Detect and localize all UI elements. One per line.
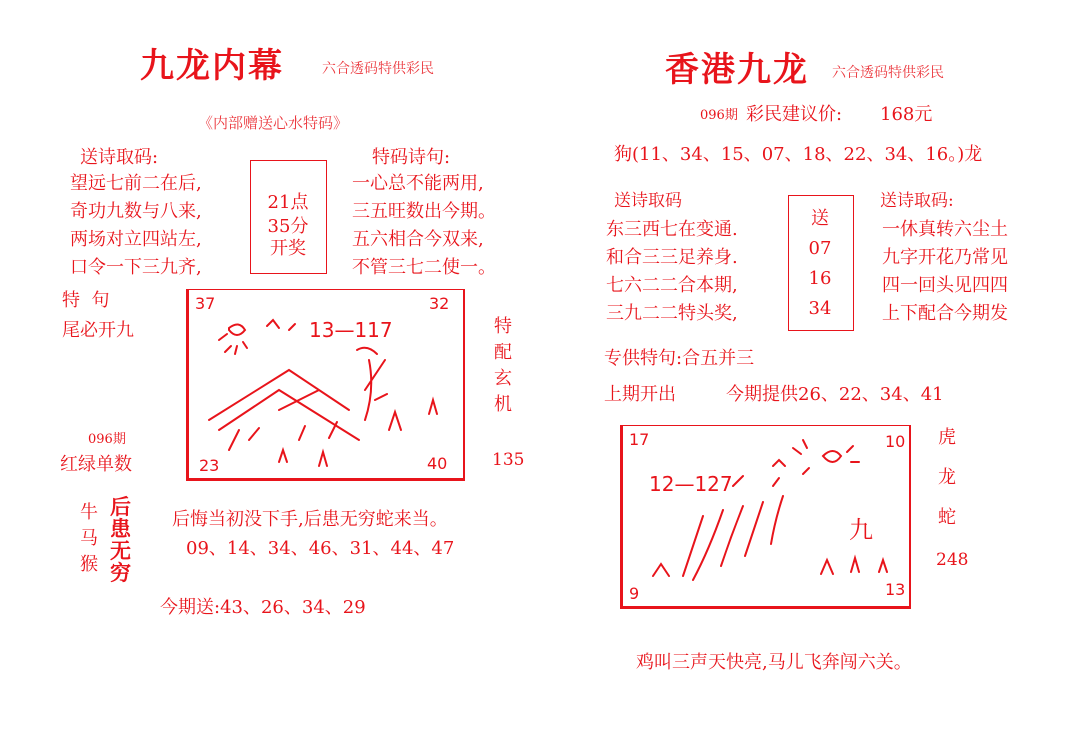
side-char: 特: [494, 316, 512, 337]
special-line: 三五旺数出今期。: [352, 201, 496, 222]
left-riddle-picture: [186, 289, 465, 481]
right-side-vertical: [938, 418, 956, 538]
price: 168元: [880, 104, 933, 125]
right-poem-left: [606, 216, 738, 328]
right-riddle-picture: [620, 425, 911, 609]
special-line: 一心总不能两用,: [352, 173, 484, 194]
pic-corner-tr: 10: [885, 432, 906, 451]
right-poem-heading-right: 送诗取码:: [880, 191, 954, 211]
special-poem: [352, 170, 496, 282]
right-bottom-saying: 鸡叫三声天快亮,马儿飞奔闯六关。: [636, 652, 912, 673]
last-period: 上期开出: [604, 384, 676, 405]
right-subtitle: 六合透码特供彩民: [832, 65, 944, 81]
poem-line: 一休真转六尘土: [882, 219, 1008, 240]
right-side-number: 248: [936, 550, 969, 570]
send-number: 07: [808, 238, 832, 259]
tejv-label: 特 句: [62, 290, 110, 311]
pic-corner-tl: 17: [629, 430, 650, 449]
special-line: 五六相合今双来,: [352, 229, 484, 250]
poem-line: 望远七前二在后,: [70, 173, 202, 194]
side-char: 玄: [494, 368, 512, 389]
special-line: 不管三七二使一。: [352, 257, 496, 278]
left-pic-text: 13—117: [309, 318, 393, 342]
poem-line: 奇功九数与八来,: [70, 201, 202, 222]
big-char: 穷: [110, 560, 131, 585]
left-inner-note: 《内部赠送心水特码》: [198, 114, 349, 132]
send-numbers: [788, 204, 852, 324]
poem-line: 口令一下三九齐,: [70, 257, 202, 278]
poem-line: 两场对立四站左,: [70, 229, 202, 250]
right-poem-heading-left: 送诗取码: [614, 191, 682, 211]
draw-time: [252, 190, 324, 260]
left-poem: [70, 170, 202, 282]
pic-corner-bl: 23: [199, 456, 220, 475]
side-char: 龙: [938, 467, 956, 488]
provide-numbers: 今期提供26、22、34、41: [726, 384, 944, 405]
big-text: [110, 496, 131, 584]
draw-time-minute: 35分: [267, 216, 309, 237]
dog-line: 狗(11、34、15、07、18、22、34、16。)龙: [614, 144, 983, 165]
right-poem-right: [882, 216, 1008, 328]
left-side-vertical: [494, 314, 512, 418]
animal-list: [80, 500, 98, 578]
side-char: 配: [494, 342, 512, 363]
left-numbers: 09、14、34、46、31、44、47: [186, 538, 455, 559]
left-saying: 后悔当初没下手,后患无穷蛇来当。: [172, 509, 448, 530]
send-number: 16: [808, 268, 832, 289]
send-label: 送: [811, 208, 829, 229]
big-char: 无: [110, 538, 131, 563]
left-subtitle: 六合透码特供彩民: [322, 61, 434, 77]
pic-corner-bl: 9: [629, 584, 640, 603]
right-issue: 096期: [700, 108, 738, 123]
right-pic-char: 九: [849, 516, 873, 544]
price-label: 彩民建议价:: [746, 104, 843, 125]
side-char: 蛇: [938, 507, 956, 528]
tejv-text: 尾必开九: [62, 320, 134, 341]
send-number: 34: [808, 298, 832, 319]
right-pic-text: 12—127: [649, 472, 733, 496]
this-period: 今期送:43、26、34、29: [160, 597, 366, 618]
left-side-number: 135: [492, 450, 525, 470]
pic-corner-tr: 32: [429, 294, 450, 313]
left-poem-heading: 送诗取码:: [80, 147, 159, 168]
poem-line: 三九二二特头奖,: [606, 303, 738, 324]
animal: 马: [80, 528, 98, 549]
left-issue: 096期: [88, 432, 126, 447]
pic-corner-br: 13: [885, 580, 906, 599]
animal: 牛: [80, 502, 98, 523]
right-title: 香港九龙: [665, 50, 809, 90]
poem-line: 九字开花乃常见: [882, 247, 1008, 268]
poem-line: 七六二二合本期,: [606, 275, 738, 296]
left-issue-label: 红绿单数: [60, 454, 132, 475]
poem-line: 上下配合今期发: [882, 303, 1008, 324]
left-title: 九龙内幕: [140, 46, 284, 86]
poem-line: 四一回头见四四: [882, 275, 1008, 296]
special-line: 专供特句:合五并三: [604, 348, 755, 369]
big-char: 后: [110, 494, 131, 519]
big-char: 患: [110, 516, 131, 541]
animal: 猴: [80, 554, 98, 575]
pic-corner-tl: 37: [195, 294, 216, 313]
poem-line: 和合三三足养身.: [606, 247, 738, 268]
poem-line: 东三西七在变通.: [606, 219, 738, 240]
special-heading: 特码诗句:: [372, 147, 451, 168]
draw-time-hour: 21点: [267, 192, 309, 213]
side-char: 虎: [938, 427, 956, 448]
pic-corner-br: 40: [427, 454, 448, 473]
side-char: 机: [494, 394, 512, 415]
draw-time-label: 开奖: [270, 238, 306, 259]
